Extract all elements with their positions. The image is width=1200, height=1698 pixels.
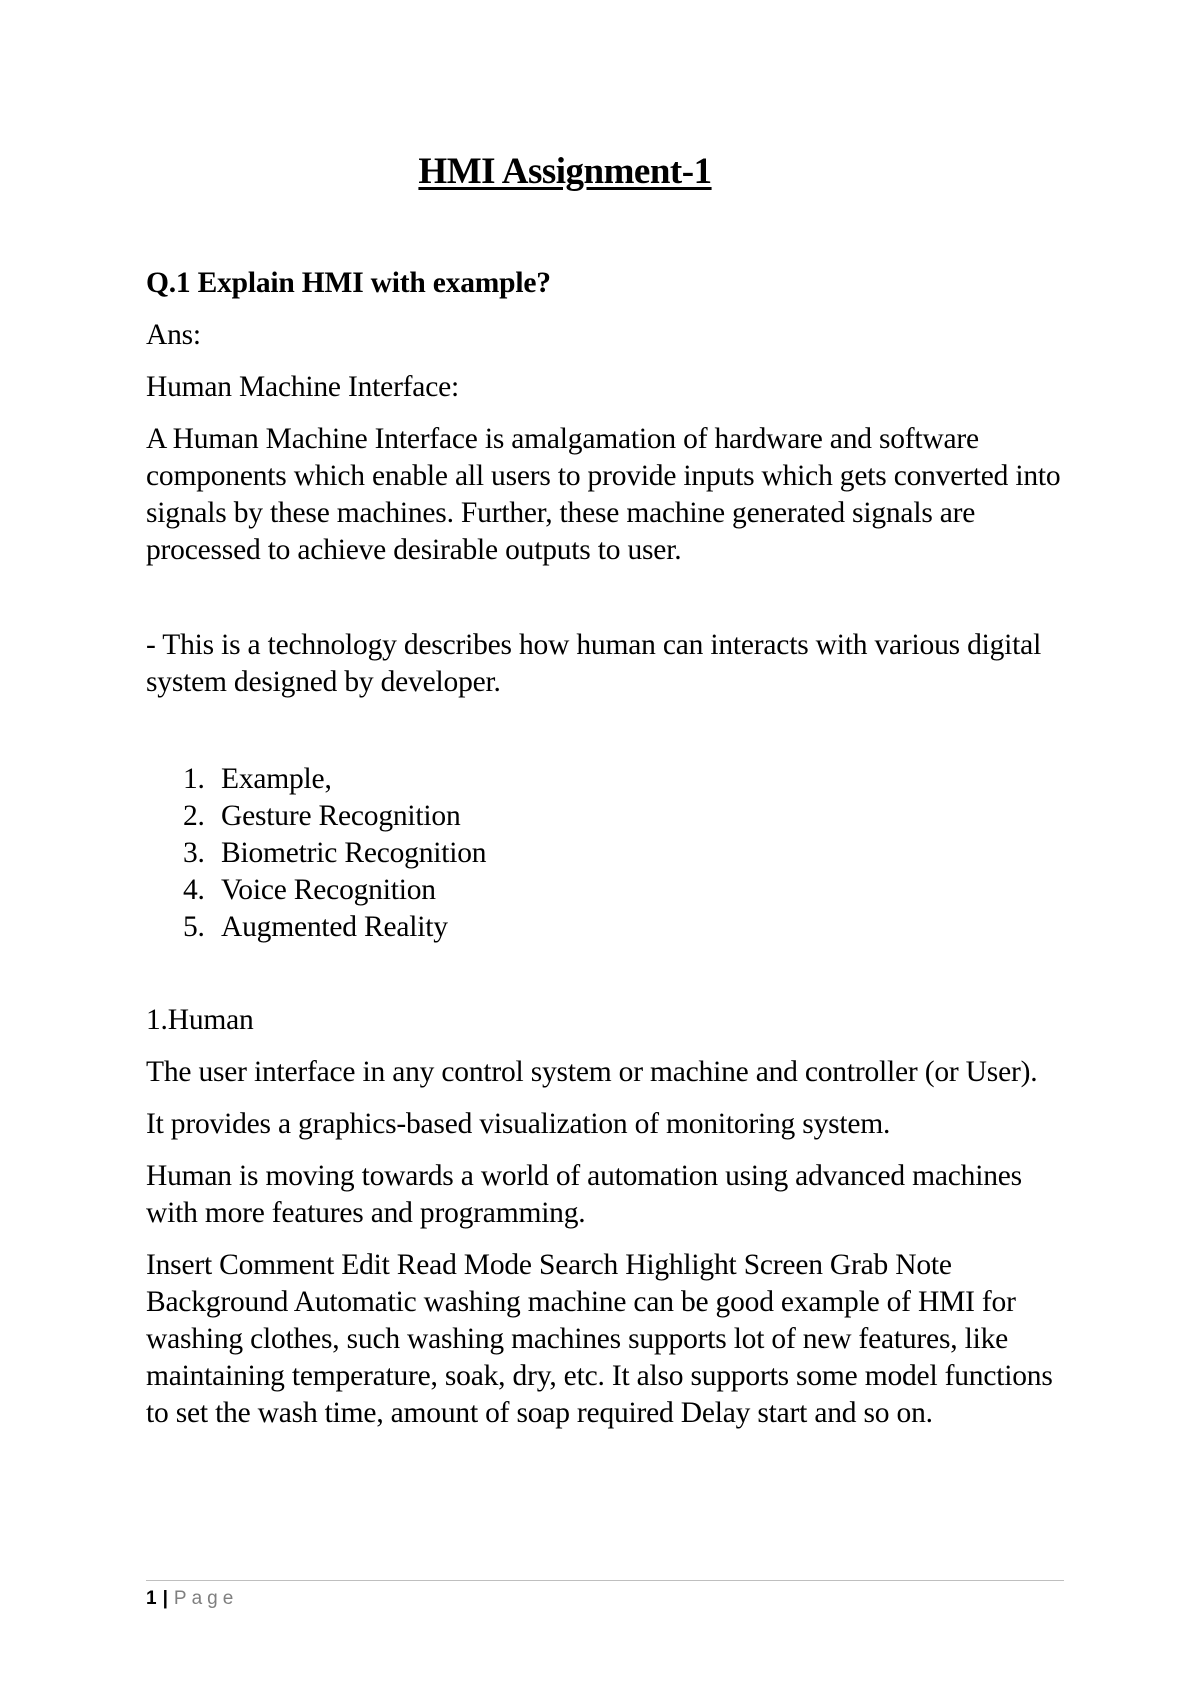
paragraph-visualization: It provides a graphics-based visualization of monitoring system. bbox=[146, 1108, 891, 1140]
paragraph-user-interface: The user interface in any control system or machine and controller (or User). bbox=[146, 1056, 1038, 1088]
footer-separator: | bbox=[162, 1588, 168, 1609]
footer-divider bbox=[146, 1580, 1064, 1581]
list-item bbox=[146, 835, 1066, 872]
list-item-number: 2. bbox=[183, 800, 205, 832]
document-title: HMI Assignment-1 bbox=[418, 151, 712, 192]
list-item-number: 1. bbox=[183, 763, 205, 795]
list-item bbox=[146, 798, 1066, 835]
list-item-number: 5. bbox=[183, 911, 205, 943]
page-footer bbox=[146, 1588, 238, 1610]
paragraph-automation: Human is moving towards a world of automation using advanced machines with more features and programming. bbox=[146, 1160, 1022, 1229]
page-label: Page bbox=[173, 1588, 239, 1609]
list-item-text: Biometric Recognition bbox=[221, 837, 487, 869]
answer-label: Ans: bbox=[146, 319, 201, 351]
paragraph-definition: A Human Machine Interface is amalgamation of hardware and software components which enable all users to provide inputs which gets converted into signals by these machines. Further, these machine generated signals are processed to achieve desirable outputs to user. bbox=[146, 423, 1061, 566]
list-item-text: Example, bbox=[221, 763, 332, 795]
page-number: 1 bbox=[146, 1588, 157, 1609]
examples-list bbox=[146, 761, 1066, 946]
subheading-human: 1.Human bbox=[146, 1004, 254, 1036]
paragraph-technology: - This is a technology describes how human can interacts with various digital system designed by developer. bbox=[146, 629, 1042, 698]
list-item-number: 4. bbox=[183, 874, 205, 906]
document-body bbox=[146, 265, 1066, 1447]
list-item-text: Gesture Recognition bbox=[221, 800, 461, 832]
list-item bbox=[146, 909, 1066, 946]
list-item-text: Augmented Reality bbox=[221, 911, 448, 943]
paragraph-washing-machine: Insert Comment Edit Read Mode Search Highlight Screen Grab Note Background Automatic washing machine can be good example of HMI for washing clothes, such washing machines supports lot of new features, like maintaining temperature, soak, dry, etc. It also supports some model functions to set the wash time, amount of soap required Delay start and so on. bbox=[146, 1249, 1053, 1429]
list-item-number: 3. bbox=[183, 837, 205, 869]
list-item bbox=[146, 872, 1066, 909]
section-heading: Human Machine Interface: bbox=[146, 371, 459, 403]
list-item-text: Voice Recognition bbox=[221, 874, 436, 906]
list-item bbox=[146, 761, 1066, 798]
question-heading: Q.1 Explain HMI with example? bbox=[146, 267, 551, 299]
